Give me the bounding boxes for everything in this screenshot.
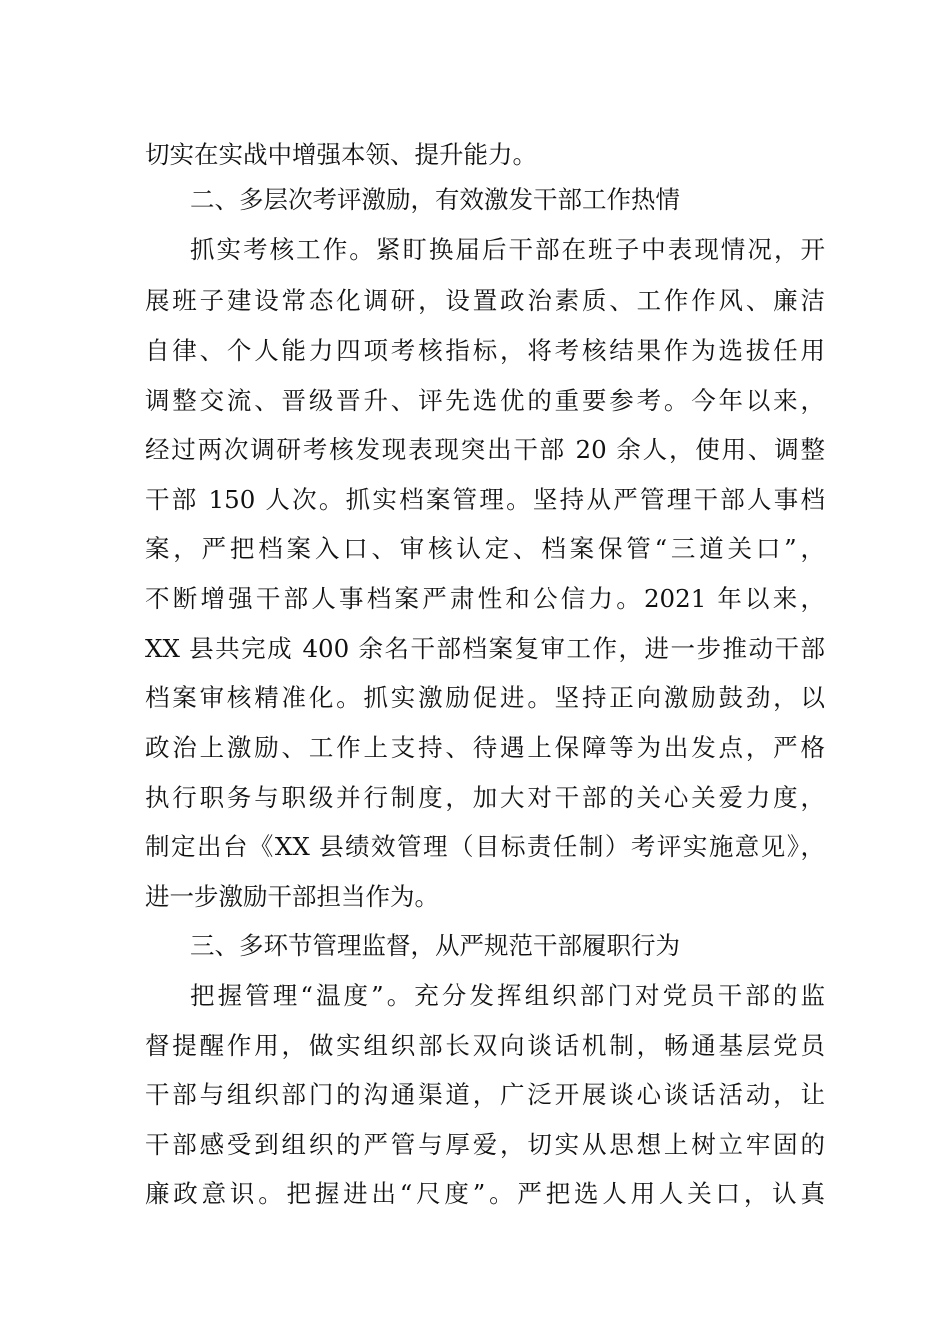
text-line: 干部 150 人次。抓实档案管理。坚持从严管理干部人事档 [145, 485, 825, 514]
text-line: 案，严把档案入口、审核认定、档案保管“三道关口”， [145, 534, 825, 563]
text-line: 督提醒作用，做实组织部长双向谈话机制，畅通基层党员 [145, 1031, 825, 1060]
text-line: 不断增强干部人事档案严肃性和公信力。2021 年以来， [145, 584, 825, 613]
text-line: 干部感受到组织的严管与厚爱，切实从思想上树立牢固的 [145, 1130, 825, 1159]
text-line: 进一步激励干部担当作为。 [145, 882, 439, 911]
text-line: 切实在实战中增强本领、提升能力。 [145, 140, 537, 169]
text-line: 干部与组织部门的沟通渠道，广泛开展谈心谈话活动，让 [145, 1080, 825, 1109]
text-line: 廉政意识。把握进出“尺度”。严把选人用人关口，认真 [145, 1179, 825, 1208]
text-line: 把握管理“温度”。充分发挥组织部门对党员干部的监 [190, 981, 825, 1010]
text-line: 展班子建设常态化调研，设置政治素质、工作作风、廉洁 [145, 286, 825, 315]
text-line: 经过两次调研考核发现表现突出干部 20 余人，使用、调整 [145, 435, 825, 464]
text-line: 政治上激励、工作上支持、待遇上保障等为出发点，严格 [145, 733, 825, 762]
text-line: 自律、个人能力四项考核指标，将考核结果作为选拔任用 [145, 336, 825, 365]
text-line: 调整交流、晋级晋升、评先选优的重要参考。今年以来， [145, 386, 825, 415]
text-line: XX 县共完成 400 余名干部档案复审工作，进一步推动干部 [145, 634, 825, 663]
section-heading: 二、多层次考评激励，有效激发干部工作热情 [190, 185, 680, 214]
text-line: 抓实考核工作。紧盯换届后干部在班子中表现情况，开 [190, 235, 825, 264]
text-line: 档案审核精准化。抓实激励促进。坚持正向激励鼓劲，以 [145, 683, 825, 712]
section-heading: 三、多环节管理监督，从严规范干部履职行为 [190, 931, 680, 960]
text-line: 制定出台《XX 县绩效管理（目标责任制）考评实施意见》， [145, 832, 825, 861]
text-line: 执行职务与职级并行制度，加大对干部的关心关爱力度， [145, 783, 825, 812]
